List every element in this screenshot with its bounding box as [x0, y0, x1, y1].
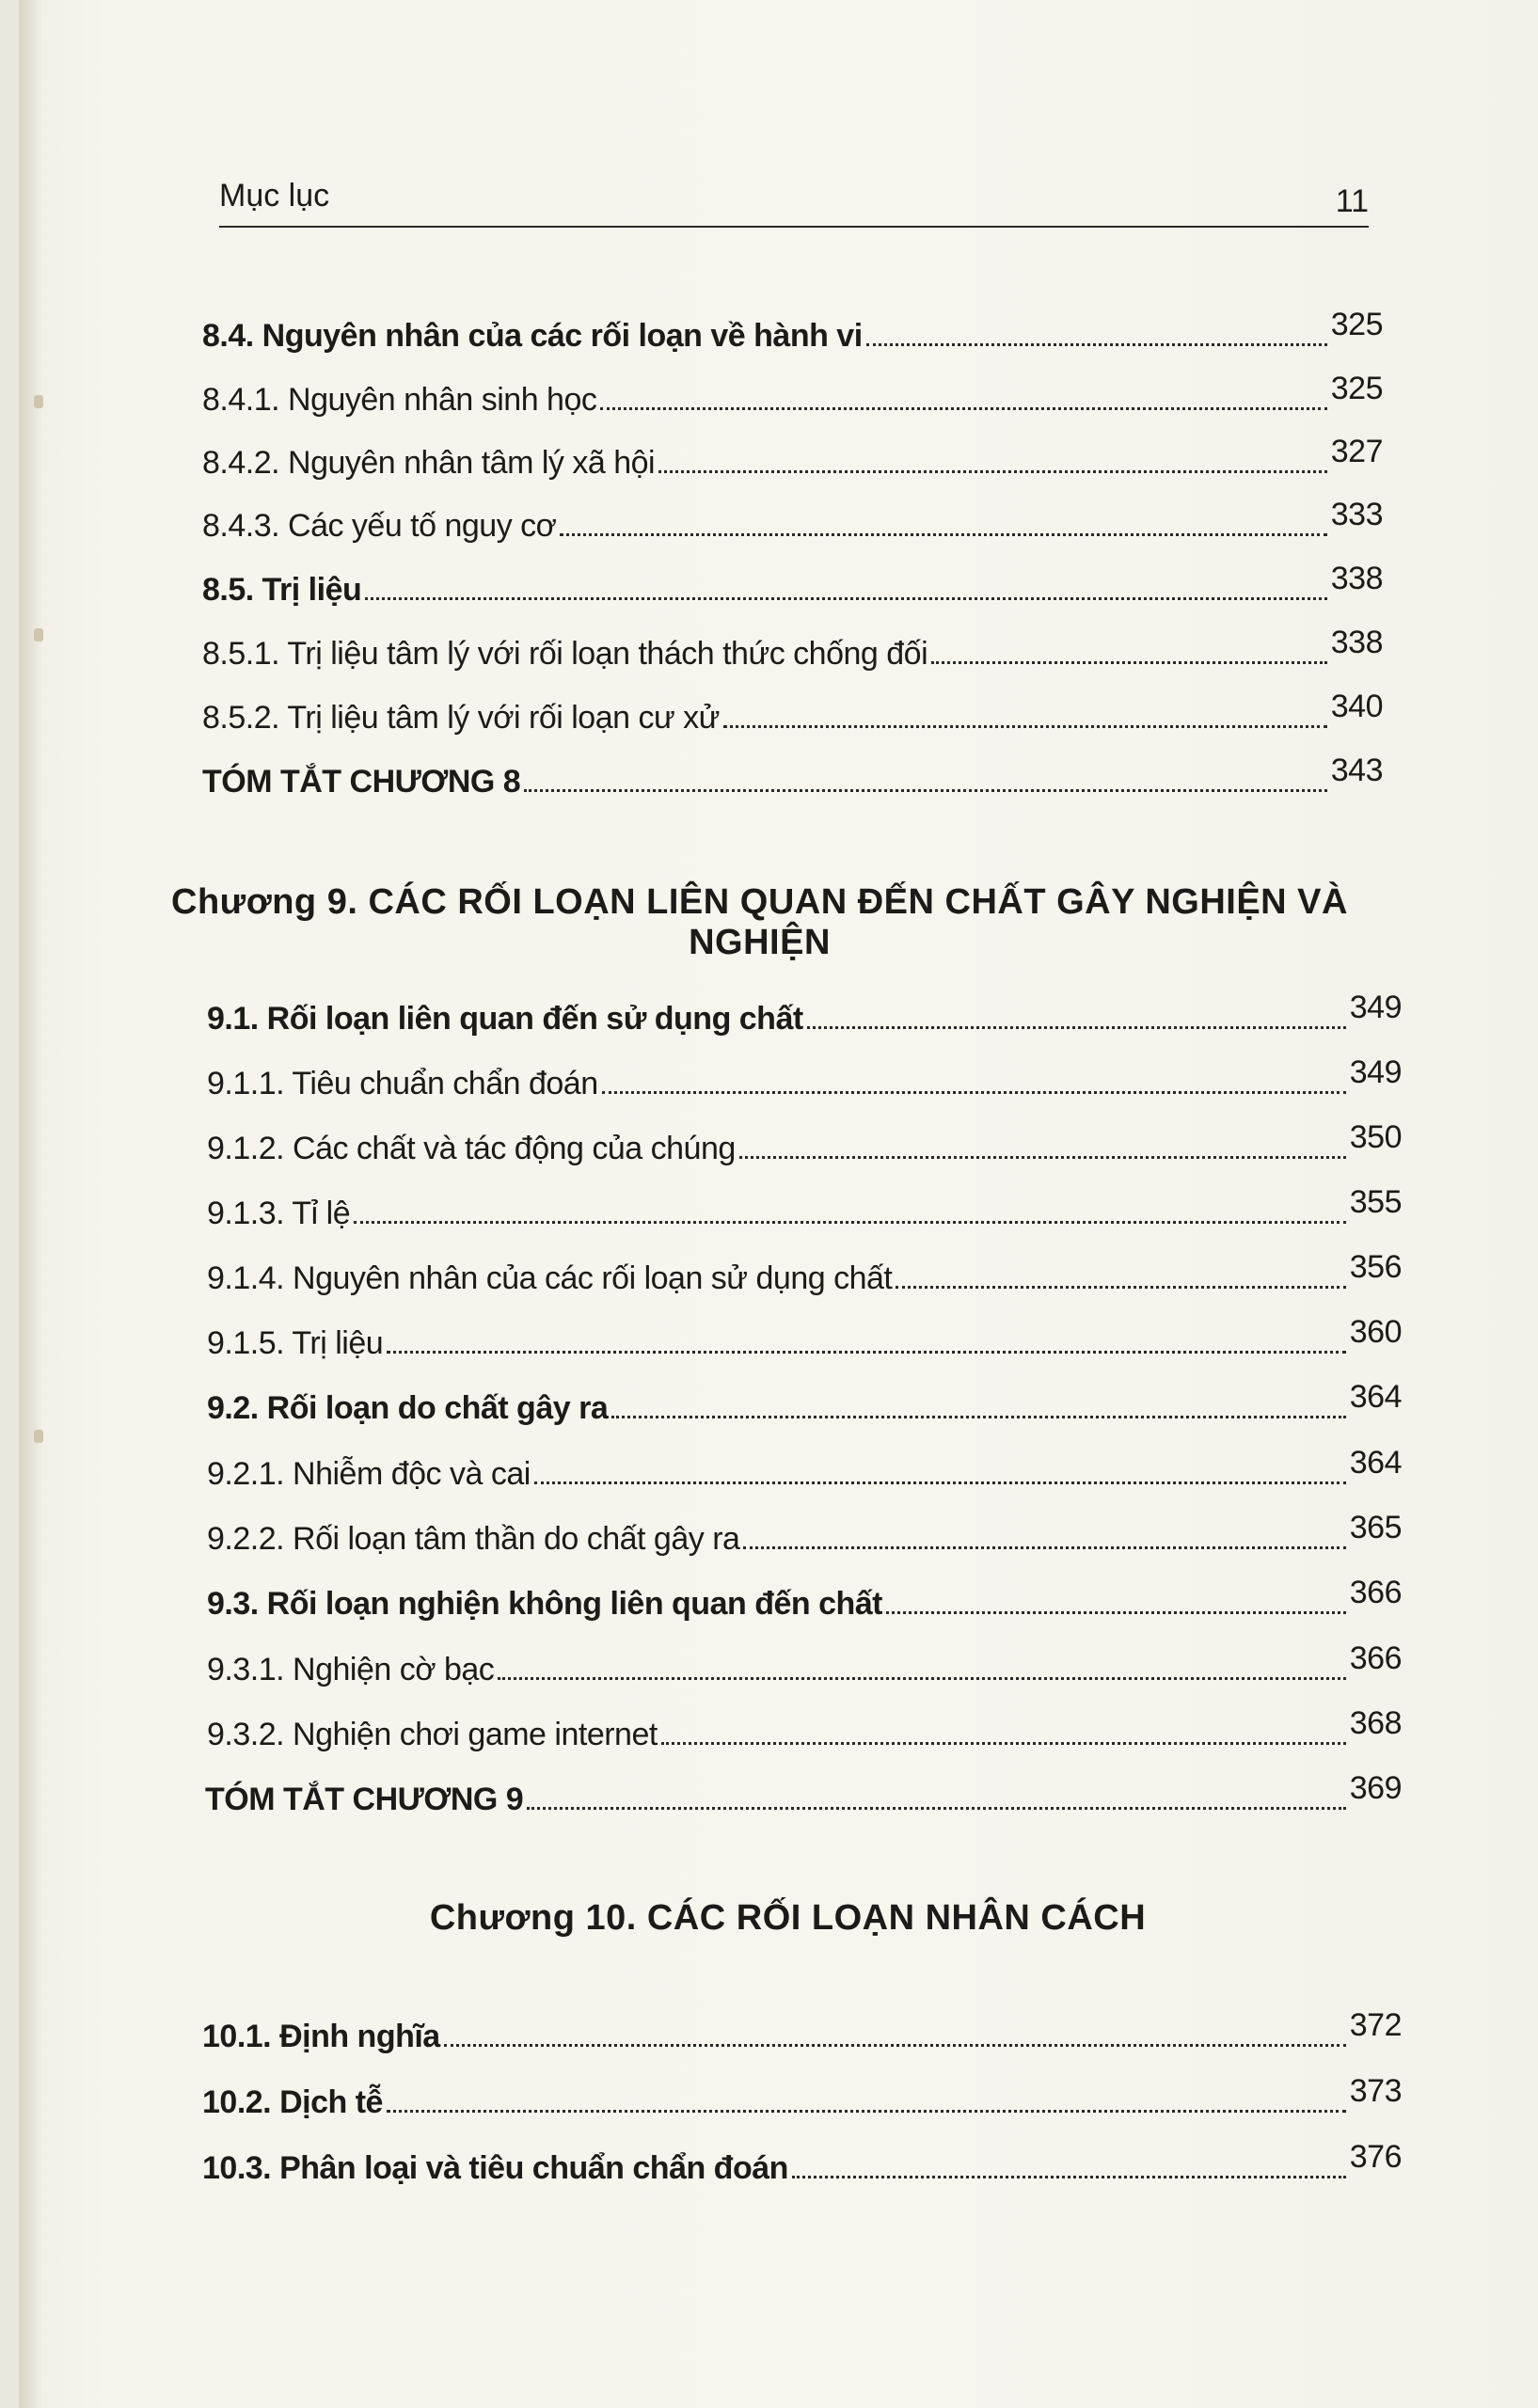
toc-entry-page: 338 — [1330, 561, 1383, 596]
toc-entry[interactable] — [207, 990, 1402, 1037]
toc-entry[interactable] — [202, 307, 1383, 354]
dot-leader — [354, 1221, 1346, 1224]
toc-entry-title: 9.1.1. Tiêu chuẩn chẩn đoán — [207, 1066, 598, 1101]
toc-entry[interactable] — [202, 2007, 1402, 2054]
toc-entry[interactable] — [202, 2139, 1402, 2186]
dot-leader — [524, 789, 1327, 792]
dot-leader — [602, 1091, 1346, 1094]
toc-entry-title: TÓM TẮT CHƯƠNG 9 — [205, 1782, 524, 1817]
toc-entry[interactable] — [202, 371, 1383, 418]
toc-entry-page: 365 — [1349, 1510, 1402, 1545]
toc-entry-title: 8.5.1. Trị liệu tâm lý với rối loạn thách thức chống đối — [202, 636, 928, 672]
toc-entry[interactable] — [207, 1510, 1402, 1557]
dot-leader — [387, 2110, 1346, 2113]
toc-entry-page: 364 — [1349, 1445, 1402, 1481]
dot-leader — [866, 343, 1327, 346]
toc-entry-title: 8.5.2. Trị liệu tâm lý với rối loạn cư xử — [202, 700, 720, 736]
dot-leader — [661, 1742, 1346, 1745]
dot-leader — [723, 725, 1327, 728]
toc-entry-page: 325 — [1330, 307, 1383, 342]
dot-leader — [600, 407, 1326, 410]
toc-entry-title: 9.2.2. Rối loạn tâm thần do chất gây ra — [207, 1521, 740, 1557]
toc-entry-title: 9.3.2. Nghiện chơi game internet — [207, 1717, 658, 1752]
binding-stitch — [34, 1430, 43, 1443]
dot-leader — [807, 1026, 1346, 1029]
toc-entry-title: 9.1.4. Nguyên nhân của các rối loạn sử dụng chất — [207, 1260, 893, 1296]
toc-entry-page: 373 — [1349, 2073, 1402, 2109]
toc-entry[interactable] — [207, 1705, 1402, 1752]
toc-entry[interactable] — [202, 561, 1383, 608]
toc-entry-title: 9.3. Rối loạn nghiện không liên quan đến chất — [207, 1586, 882, 1622]
dot-leader — [896, 1286, 1345, 1289]
toc-entry-page: 327 — [1330, 434, 1383, 469]
toc-entry[interactable] — [202, 2073, 1402, 2120]
dot-leader — [743, 1546, 1345, 1549]
toc-entry-page: 343 — [1330, 752, 1383, 788]
dot-leader — [560, 533, 1326, 536]
binding-stitch — [34, 628, 43, 642]
dot-leader — [931, 661, 1327, 664]
dot-leader — [534, 1481, 1346, 1484]
chapter-heading: Chương 10. CÁC RỐI LOẠN NHÂN CÁCH — [429, 1898, 1147, 1938]
toc-entry-title: 8.4. Nguyên nhân của các rối loạn về hành vi — [202, 318, 863, 354]
toc-entry[interactable] — [205, 1770, 1402, 1817]
toc-entry-page: 355 — [1349, 1184, 1402, 1220]
toc-entry-title: 9.2.1. Nhiễm độc và cai — [207, 1456, 531, 1492]
toc-entry[interactable] — [207, 1575, 1402, 1622]
binding-stitch — [34, 395, 43, 408]
toc-entry-title: 10.3. Phân loại và tiêu chuẩn chẩn đoán — [202, 2150, 788, 2186]
dot-leader — [498, 1677, 1346, 1680]
toc-entry-title: 9.1.5. Trị liệu — [207, 1325, 384, 1361]
toc-entry[interactable] — [207, 1445, 1402, 1492]
toc-entry[interactable] — [207, 1184, 1402, 1231]
toc-entry-title: 9.1. Rối loạn liên quan đến sử dụng chất — [207, 1001, 803, 1037]
toc-entry-title: 8.5. Trị liệu — [202, 572, 362, 608]
toc-entry-page: 356 — [1349, 1249, 1402, 1285]
dot-leader — [387, 1351, 1346, 1354]
page-header — [219, 158, 1369, 228]
toc-entry-title: 8.4.3. Các yếu tố nguy cơ — [202, 508, 557, 544]
toc-entry[interactable] — [207, 1054, 1402, 1101]
toc-entry-title: TÓM TẮT CHƯƠNG 8 — [202, 764, 521, 800]
toc-entry-page: 325 — [1330, 371, 1383, 406]
toc-entry[interactable] — [202, 434, 1383, 481]
toc-entry-page: 364 — [1349, 1379, 1402, 1415]
toc-entry-page: 376 — [1349, 2139, 1402, 2175]
toc-entry-title: 9.3.1. Nghiện cờ bạc — [207, 1652, 495, 1687]
dot-leader — [886, 1611, 1346, 1614]
toc-entry-title: 8.4.1. Nguyên nhân sinh học — [202, 382, 597, 418]
toc-entry[interactable] — [202, 689, 1383, 736]
toc-entry-page: 340 — [1330, 689, 1383, 724]
toc-entry-page: 349 — [1349, 990, 1402, 1025]
toc-entry[interactable] — [207, 1249, 1402, 1296]
toc-entry-title: 10.1. Định nghĩa — [202, 2019, 440, 2054]
dot-leader — [365, 597, 1327, 600]
dot-leader — [658, 470, 1327, 473]
dot-leader — [611, 1416, 1346, 1418]
toc-entry-page: 369 — [1349, 1770, 1402, 1806]
book-page — [19, 0, 1538, 2408]
toc-entry[interactable] — [202, 625, 1383, 672]
running-title: Mục lục — [219, 178, 330, 214]
toc-entry-title: 9.1.2. Các chất và tác động của chúng — [207, 1131, 736, 1166]
toc-entry[interactable] — [202, 497, 1383, 544]
toc-entry-page: 366 — [1349, 1640, 1402, 1676]
toc-entry-page: 350 — [1349, 1119, 1402, 1155]
toc-entry-page: 338 — [1330, 625, 1383, 660]
toc-entry-title: 10.2. Dịch tễ — [202, 2084, 383, 2120]
toc-entry[interactable] — [207, 1314, 1402, 1361]
dot-leader — [527, 1807, 1346, 1810]
toc-entry-title: 9.1.3. Tỉ lệ — [207, 1196, 351, 1231]
toc-entry-title: 9.2. Rối loạn do chất gây ra — [207, 1390, 609, 1426]
page-number: 11 — [1335, 183, 1369, 219]
toc-entry-page: 366 — [1349, 1575, 1402, 1610]
dot-leader — [444, 2044, 1346, 2047]
toc-entry[interactable] — [207, 1119, 1402, 1166]
toc-entry-page: 333 — [1330, 497, 1383, 532]
toc-entry-page: 360 — [1349, 1314, 1402, 1350]
toc-entry-title: 8.4.2. Nguyên nhân tâm lý xã hội — [202, 445, 656, 481]
page-gutter — [19, 0, 41, 2408]
toc-entry[interactable] — [202, 752, 1383, 800]
toc-entry-page: 368 — [1349, 1705, 1402, 1741]
dot-leader — [792, 2176, 1346, 2178]
toc-entry[interactable] — [207, 1379, 1402, 1426]
toc-entry[interactable] — [207, 1640, 1402, 1687]
toc-entry-page: 372 — [1349, 2007, 1402, 2043]
dot-leader — [739, 1156, 1346, 1159]
toc-entry-page: 349 — [1349, 1054, 1402, 1090]
chapter-heading: Chương 9. CÁC RỐI LOẠN LIÊN QUAN ĐẾN CHẤT GÂY NGHIỆN VÀ NGHIỆN — [171, 882, 1348, 962]
